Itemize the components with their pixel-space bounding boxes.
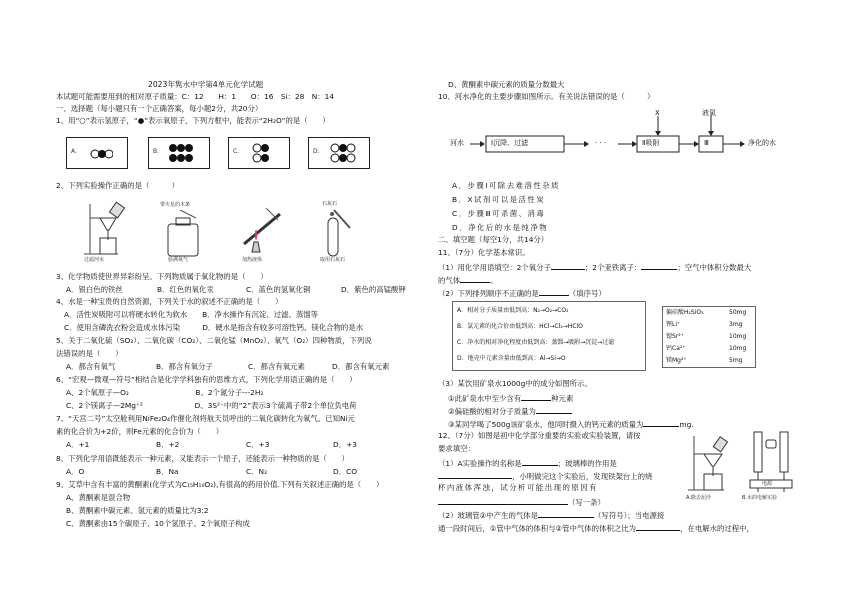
- answer-blank[interactable]: [438, 497, 568, 505]
- q7-option-c[interactable]: C．+3: [246, 440, 270, 449]
- q11-part1: （1）用化学用语填空：2个氧分子 ；2个亚铁离子： ；空气中体积分数最大: [438, 263, 752, 272]
- q3-option-a[interactable]: A．银白色的铁丝: [66, 285, 123, 294]
- q8-option-c[interactable]: C．N₂: [246, 467, 268, 476]
- mineral-water-label: [662, 306, 756, 368]
- section2-heading: 二、填空题（每空1分，共14分）: [438, 235, 549, 244]
- q12-text-2: 要求填空：: [438, 444, 475, 453]
- q12-part1-line4: （写一条）: [438, 497, 605, 506]
- molecule-icon: [329, 141, 363, 165]
- answer-blank[interactable]: [538, 510, 594, 518]
- q1-option-c-box[interactable]: C.: [228, 137, 290, 169]
- q6-options-cd[interactable]: C、2个镁离子—2Mg⁺² D、3S²⁻中的“2”表示3个硫离子带2个单位负电荷: [66, 401, 357, 410]
- q11-part3-3: ③某同学喝了500g该矿泉水，他同时摄入的钙元素的质量为 mg.: [448, 420, 694, 429]
- answer-blank[interactable]: [438, 471, 512, 479]
- q7-text-1: 7、“天宫二号”太空舱利用NiFe₂O₄作催化剂将航天员呼出的二氧化碳转化为氧气。已知Ni元: [56, 414, 355, 423]
- filtration-apparatus-icon: [82, 200, 134, 258]
- q2-tag-splint: 带火星的木条: [160, 202, 191, 208]
- mineral-name: 钙Ca²⁺: [666, 345, 686, 352]
- q2-text: 2、下列实验操作正确的是（ ）: [56, 181, 179, 190]
- molecule-icon: [89, 146, 113, 160]
- q5-option-d[interactable]: D．都含有氧元素: [332, 362, 390, 371]
- sequence-option-c[interactable]: C．净水的相对净化程度由低到高：蒸馏→吸附→沉淀→过滤: [457, 339, 615, 346]
- q11-part3-1: ①此矿泉水中至少含有 种元素: [448, 394, 574, 403]
- gas-bottle-icon: [160, 208, 206, 258]
- q7-option-b[interactable]: B．+2: [156, 440, 180, 449]
- q7-text-2: 素的化合价为+2价，则Fe元素的化合价为（ ）: [56, 427, 224, 436]
- sequence-option-b[interactable]: B．氯元素的化合价由低到高：HCl→Cl₂→HClO: [457, 323, 583, 330]
- q12-part1-line3: 杯内液体浑浊，试分析可能出现的原因有: [438, 483, 599, 492]
- q12-text-1: 12、（7分）如图是初中化学部分重要的实验或实验装置，请按: [438, 431, 641, 440]
- q11-part3-2: ②偏硅酸的相对分子质量为: [448, 406, 572, 415]
- answer-blank[interactable]: [641, 262, 677, 270]
- mineral-value: 10mg: [729, 345, 747, 352]
- mineral-name: 偏硅酸H₂SiO₃: [666, 309, 704, 316]
- q3-option-b[interactable]: B．红色的氧化汞: [157, 285, 214, 294]
- q6-options-ab[interactable]: A、2个氧原子—O₂ B、2个氮分子---2H₂: [66, 388, 264, 397]
- flow-step3: Ⅲ: [704, 139, 709, 147]
- test-tube-icon: [318, 208, 358, 258]
- flow-reagent-chlorine: 液氯: [702, 109, 716, 117]
- q12-part2-line2: 通一段时间后，①管中气体的体积与②管中气体的体积之比为 ，在电解水的过程中，: [438, 524, 754, 533]
- q10-option-d[interactable]: D．净化后的水是纯净物: [452, 223, 549, 232]
- q3-text: 3、化学物质使世界异彩纷呈。下列物质属于氧化物的是（ ）: [56, 272, 268, 281]
- q12-part2: （2）玻璃管②中产生的气体是 （写符号）；当电源接: [438, 511, 665, 520]
- water-purification-flow-diagram: [468, 110, 808, 160]
- q5-option-a[interactable]: A．都含有氧气: [66, 362, 116, 371]
- q5-text-2: 法错误的是（ ）: [56, 349, 123, 358]
- q10-option-a[interactable]: A．步骤Ⅰ可除去难溶性杂质: [452, 181, 561, 190]
- q8-option-a[interactable]: A．O: [66, 467, 85, 476]
- flow-reagent-x: X: [655, 109, 660, 117]
- flow-river-label: 河水: [450, 139, 464, 147]
- molecule-icon: [167, 142, 197, 164]
- q11-part2: （2）下列排列顺序不正确的是 （填序号）: [438, 289, 606, 298]
- q9-option-a[interactable]: A、黄酮素是混合物: [66, 493, 131, 502]
- heating-tube-icon: [236, 204, 288, 256]
- q9-option-b[interactable]: B、黄酮素中碳元素、氢元素的质量比为3:2: [66, 506, 209, 515]
- q4-options-cd[interactable]: C．使用含磷洗衣粉会造成水体污染 D．硬水是指含有较多可溶性钙、镁化合物的是水: [64, 323, 364, 332]
- q7-option-a[interactable]: A．+1: [66, 440, 90, 449]
- answer-blank[interactable]: [539, 288, 569, 296]
- q11-text: 11、（7分）化学基本常识。: [438, 248, 530, 257]
- q10-option-c[interactable]: C．步骤Ⅲ可杀菌、消毒: [452, 209, 546, 218]
- sequence-option-d[interactable]: D．地壳中元素含量由低到高：Al→Si→O: [457, 355, 566, 362]
- apparatus-a-label: A.除去泥沙: [686, 495, 711, 501]
- q6-text: 6、“宏观—微观—符号”相结合是化学学科独有的思维方式，下列化学用语正确的是（ ）: [56, 375, 357, 384]
- q5-option-b[interactable]: B．都含有氧分子: [156, 362, 213, 371]
- mineral-name: 锂Li⁺: [666, 321, 681, 328]
- power-label: 电源: [762, 481, 773, 487]
- answer-blank[interactable]: [551, 262, 585, 270]
- mineral-value: 3mg: [729, 321, 743, 328]
- answer-blank[interactable]: [643, 419, 679, 427]
- q3-option-c[interactable]: C．蓝色的氢氧化铜: [246, 285, 311, 294]
- q2-label-stone: 取用石灰石: [320, 257, 346, 263]
- q5-text-1: 5、关于二氧化硫（SO₂）、二氧化碳（CO₂）、二氧化锰（MnO₂）、氧气（O₂）四种物质，下列说: [56, 336, 372, 345]
- mineral-value: 50mg: [729, 309, 747, 316]
- q8-option-b[interactable]: B．Na: [156, 467, 179, 476]
- q4-text: 4、水是一种宝贵的自然资源，下列关于水的叙述不正确的是（ ）: [56, 297, 283, 306]
- exam-title: 2023年隽水中学第4单元化学试题: [148, 80, 264, 89]
- flow-step1: Ⅰ沉降、过滤: [491, 139, 529, 147]
- atomic-mass-line: 本试题可能需要用到的相对原子质量：C：12 H：1 O：16 Si：28 N：14: [56, 92, 335, 101]
- q12-part1: （1）A实验操作的名称是 ；玻璃棒的作用是: [438, 459, 617, 468]
- flow-output: 净化的水: [748, 139, 776, 147]
- q2-label-oxygen: 验满氧气: [168, 257, 189, 263]
- q1-option-a-box[interactable]: A.: [66, 137, 128, 169]
- mineral-value: 10mg: [729, 333, 747, 340]
- filtration-setup-icon: [684, 432, 730, 494]
- answer-blank[interactable]: [536, 406, 572, 414]
- q1-text: 1、用“○”表示氢原子，“●”表示氧原子，下列方框中，能表示“2H₂O”的是（ ）: [56, 116, 330, 125]
- q3-option-d[interactable]: D．紫色的高锰酸钾: [341, 285, 406, 294]
- sequence-option-a[interactable]: A．相对分子质量由低到高：N₂→O₂→CO₂: [457, 307, 569, 314]
- mineral-name: 锶Sr²⁺: [666, 333, 684, 340]
- q9-text: 9、艾草中含有丰富的黄酮素(化学式为C₁₅H₁₀O₂),有很高的药用价值.下列有关叙述正确的是（ ）: [56, 480, 384, 489]
- mineral-value: 5mg: [729, 357, 743, 364]
- answer-blank[interactable]: [522, 458, 558, 466]
- q2-label-filter: 过滤河水: [84, 257, 105, 263]
- sequence-options-box: [452, 301, 646, 371]
- q11-part3: （3）某饮用矿泉水1000g中的成分如图所示。: [438, 379, 592, 388]
- q1-option-d-box[interactable]: D.: [308, 137, 370, 169]
- q8-option-d[interactable]: D．CO: [333, 467, 358, 476]
- q12-part1-line2: ，小明做完这个实验后，发现铁架台上的烧: [438, 471, 652, 480]
- q1-option-b-box[interactable]: B.: [148, 137, 210, 169]
- mineral-name: 镁Mg²⁺: [666, 357, 687, 364]
- flow-dots: · · ·: [595, 139, 607, 147]
- q4-options-ab[interactable]: A．活性炭吸附可以将硬水转化为软水 B．净水操作有沉淀、过滤、蒸馏等: [64, 310, 319, 319]
- q2-label-heat: 加热液体: [242, 257, 263, 263]
- answer-blank[interactable]: [636, 523, 680, 531]
- q7-option-d[interactable]: D．+3: [333, 440, 357, 449]
- answer-blank[interactable]: [521, 393, 551, 401]
- q5-option-c[interactable]: C．都含有氧元素: [248, 362, 305, 371]
- q9-option-d[interactable]: D、黄酮素中碳元素的质量分数最大: [448, 80, 565, 89]
- q8-text: 8、下列化学用语既能表示一种元素，又能表示一个原子，还能表示一种物质的是（ ）: [56, 454, 349, 463]
- q10-option-b[interactable]: B．X试剂可以是活性炭: [452, 195, 546, 204]
- molecule-icon: [249, 142, 279, 164]
- flow-step2: Ⅱ吸附: [642, 139, 660, 147]
- q9-option-c[interactable]: C、黄酮素由15个碳原子、10个氢原子、2个氧原子构成: [66, 519, 250, 528]
- q10-text: 10、河水净化的主要步骤如图所示。有关说法错误的是（ ）: [438, 92, 655, 101]
- section1-heading: 一、选择题（每小题只有一个正确答案，每小题2分，共20分）: [56, 104, 263, 113]
- q2-tag-limestone: 石灰石: [322, 201, 338, 207]
- q11-part1-cont: 的气体 。: [438, 276, 498, 285]
- answer-blank[interactable]: [460, 275, 490, 283]
- apparatus-b-label: B.水的电解实验: [742, 495, 778, 501]
